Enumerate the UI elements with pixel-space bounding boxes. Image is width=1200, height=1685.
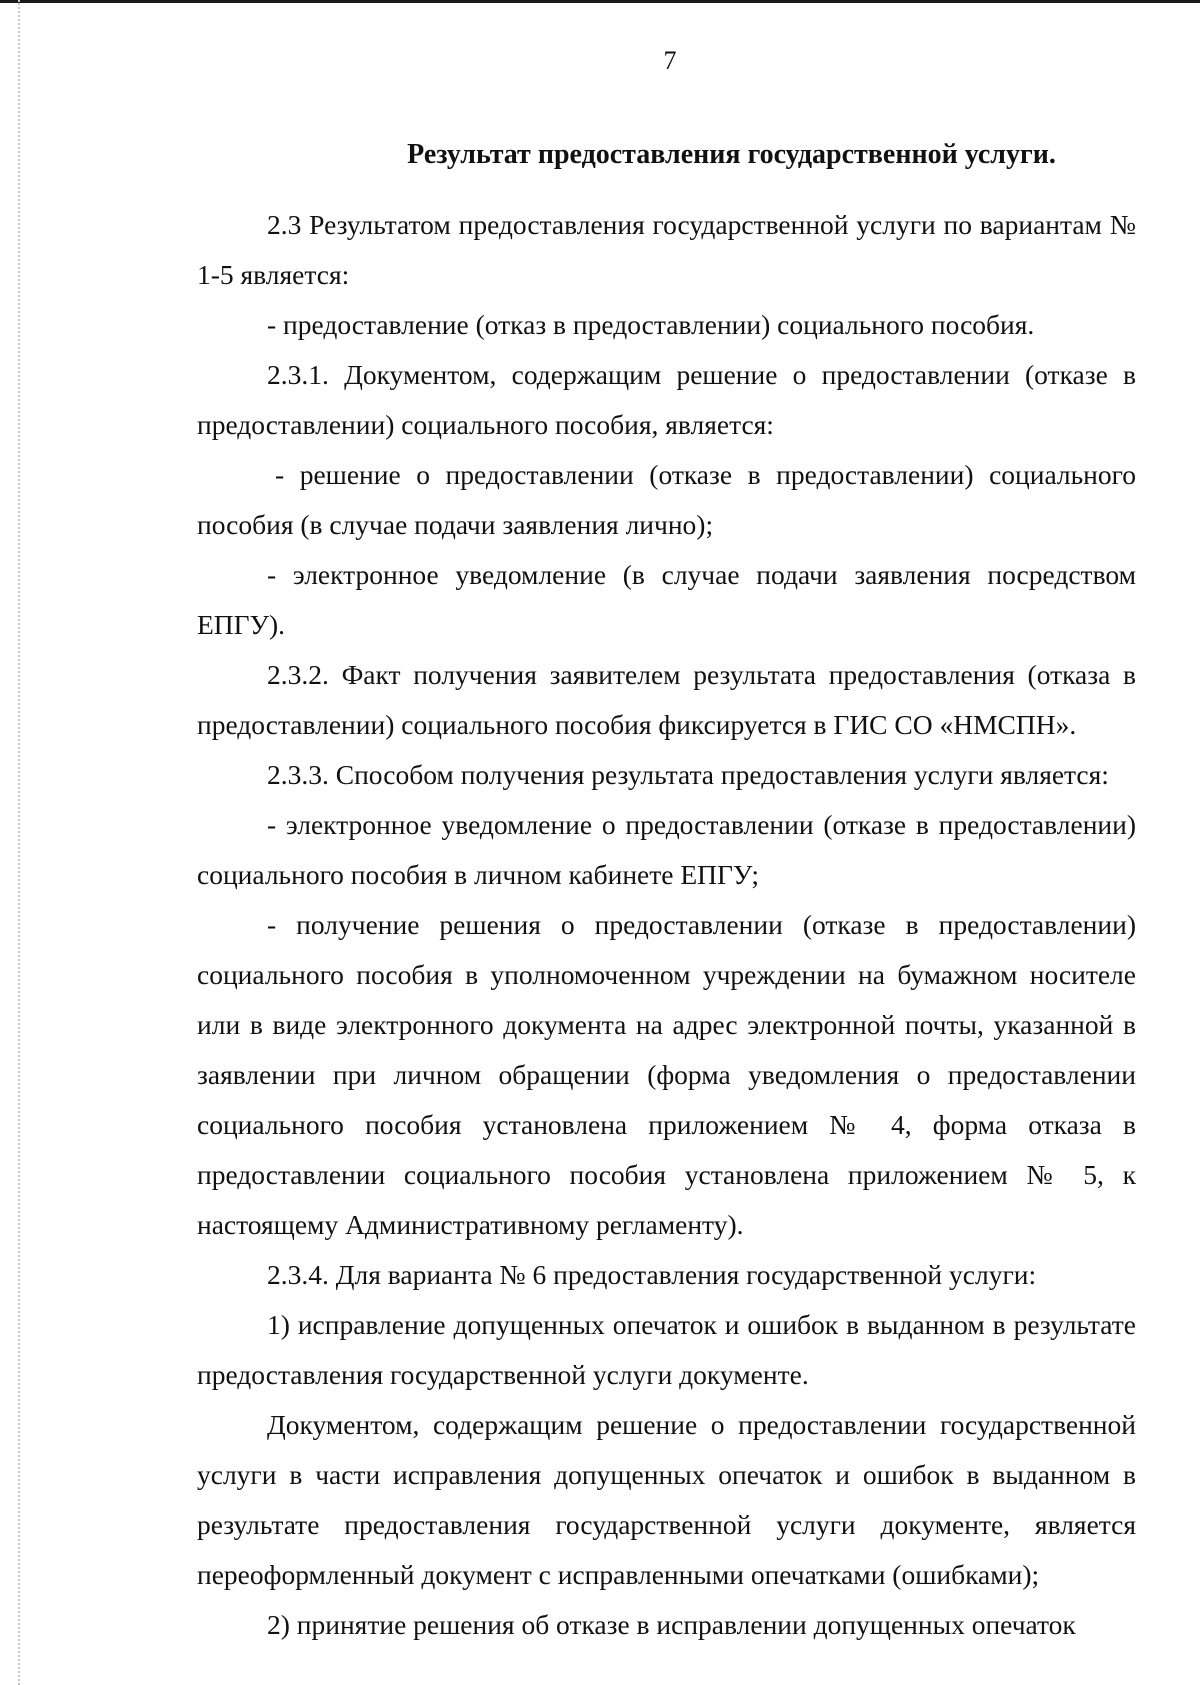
paragraph: 2.3.3. Способом получения результата предоставления услуги является:: [267, 759, 1109, 790]
paragraph: - предоставление (отказ в предоставлении) социального пособия.: [267, 309, 1035, 340]
paragraph: 1) исправление допущенных опечаток и ошибок в выданном в результате предоставления государственной услуги документе.: [197, 1309, 1136, 1390]
paragraph: 2.3.4. Для варианта № 6 предоставления государственной услуги:: [267, 1259, 1037, 1290]
paragraph: - получение решения о предоставлении (отказе в предоставлении) социального пособия в уполномоченном учреждении на бумажном носителе или в виде электронного документа на адрес электронной почты, указанной в заявлении при личном обращении (форма уведомления о предоставлении социального пособия установлена приложением № 4, форма отказа в предоставлении социального пособия установлена приложением № 5, к настоящему Административному регламенту).: [197, 909, 1136, 1240]
scan-top-border: [0, 0, 1200, 3]
page-number: 7: [663, 46, 677, 75]
paragraph: - электронное уведомление (в случае подачи заявления посредством ЕПГУ).: [197, 559, 1136, 640]
paragraph: 2) принятие решения об отказе в исправлении допущенных опечаток: [267, 1609, 1076, 1640]
section-heading: Результат предоставления государственной услуги.: [407, 139, 1056, 170]
paragraph: 2.3.2. Факт получения заявителем результата предоставления (отказа в предоставлении) социального пособия фиксируется в ГИС СО «НМСПН».: [197, 659, 1136, 740]
paragraph: - решение о предоставлении (отказе в предоставлении) социального пособия (в случае подачи заявления лично);: [197, 459, 1136, 540]
paragraph: 2.3 Результатом предоставления государственной услуги по вариантам № 1-5 является:: [197, 209, 1136, 290]
document-body: [197, 130, 1136, 1650]
paragraph: 2.3.1. Документом, содержащим решение о предоставлении (отказе в предоставлении) социального пособия, является:: [197, 359, 1136, 440]
paragraph: - электронное уведомление о предоставлении (отказе в предоставлении) социального пособия в личном кабинете ЕПГУ;: [197, 809, 1136, 890]
paragraph: Документом, содержащим решение о предоставлении государственной услуги в части исправления допущенных опечаток и ошибок в выданном в результате предоставления государственной услуги документе, является переоформленный документ с исправленными опечатками (ошибками);: [197, 1409, 1136, 1590]
scan-left-edge: [18, 0, 20, 1685]
